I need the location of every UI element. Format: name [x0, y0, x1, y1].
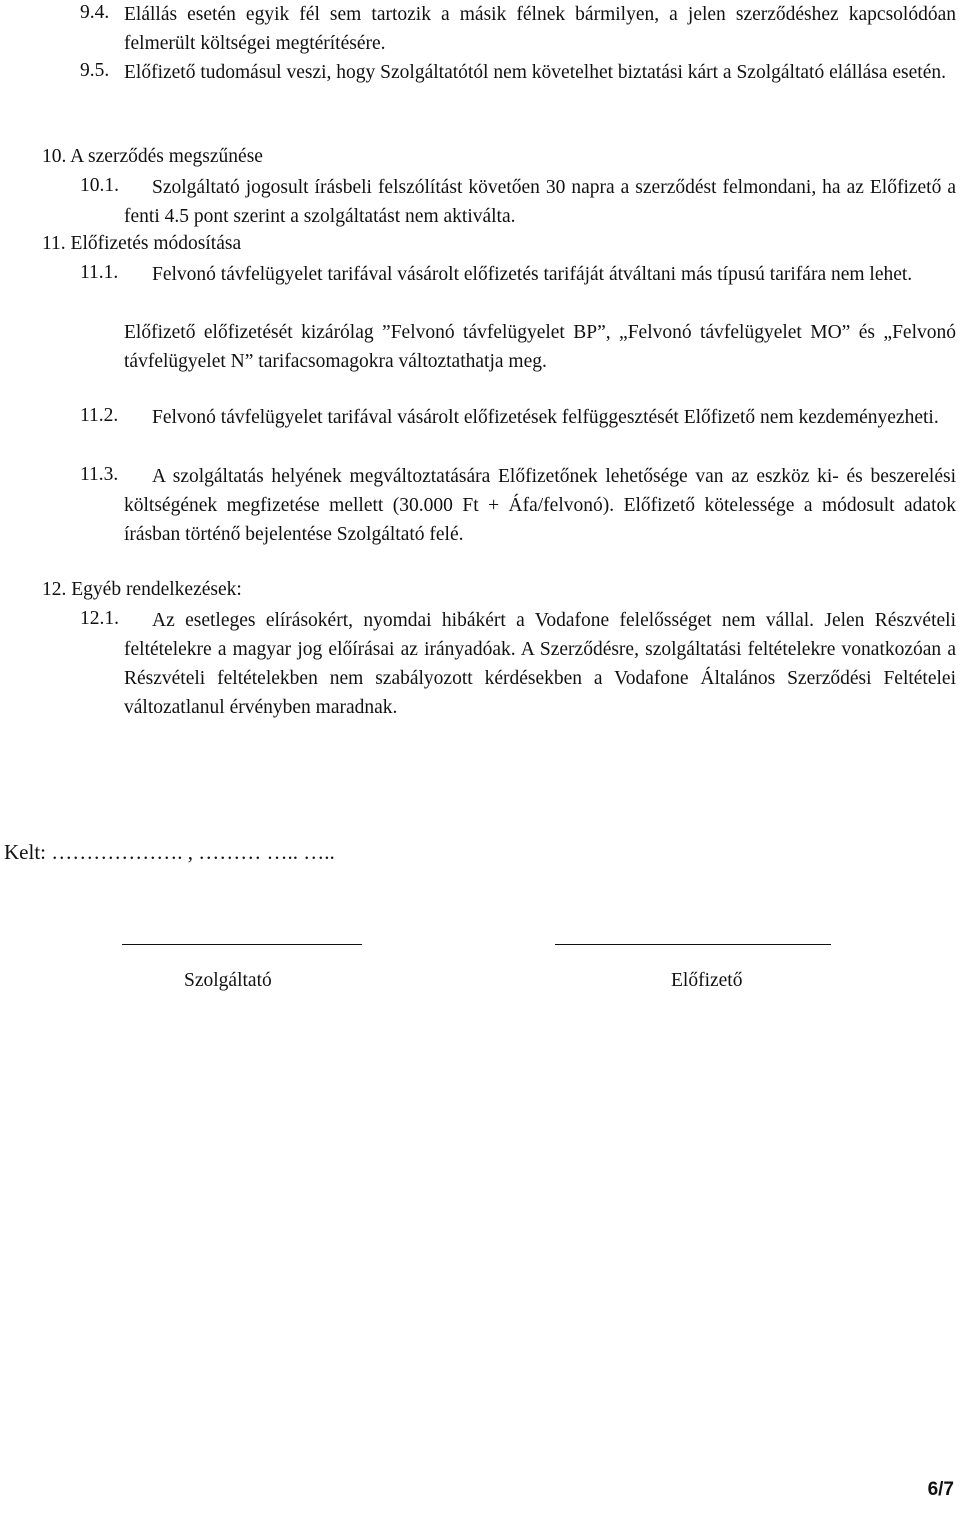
section-heading-12: 12. Egyéb rendelkezések: [42, 579, 242, 600]
section-text-12-1: Az esetleges elírásokért, nyomdai hibákért a Vodafone felelősséget nem vállal. Jelen Részvételi feltételekre a magyar jog előírásai az irányadóak. A Szerződésre, szolgáltatási feltételekre vonatkozóan a Részvételi feltételekben nem szabályozott kérdésekben a Vodafone Általános Szerződési Feltételei változatlanul érvényben maradnak. [124, 610, 956, 718]
signature-line-left [122, 944, 362, 945]
section-number-11-3: 11.3. [80, 464, 119, 485]
section-number-9-4: 9.4. [80, 2, 110, 23]
section-text-11-1-continued: Előfizető előfizetését kizárólag ”Felvonó távfelügyelet BP”, „Felvonó távfelügyelet MO” és „Felvonó távfelügyelet N” tarifacsomagokra változtathatja meg. [124, 322, 956, 372]
section-text-11-2: Felvonó távfelügyelet tarifával vásárolt előfizetések felfüggesztését Előfizető nem kezdeményezheti. [152, 407, 939, 428]
section-number-12-1: 12.1. [80, 608, 119, 629]
section-number-9-5: 9.5. [80, 60, 110, 81]
signature-label-provider: Szolgáltató [184, 970, 272, 991]
section-text-9-4: Elállás esetén egyik fél sem tartozik a másik félnek bármilyen, a jelen szerződéshez kapcsolódóan felmerült költségei megtérítésére. [124, 4, 956, 54]
section-text-11-3: A szolgáltatás helyének megváltoztatására Előfizetőnek lehetősége van az eszköz ki- és beszerelési költségének megfizetése mellett (30.000 Ft + Áfa/felvonó). Előfizető kötelessége a módosult adatok írásban történő bejelentése Szolgáltató felé. [124, 466, 956, 545]
section-text-10-1: Szolgáltató jogosult írásbeli felszólítást követően 30 napra a szerződést felmondani, ha az Előfizető a fenti 4.5 pont szerint a szolgáltatást nem aktiválta. [124, 177, 956, 227]
section-number-11-2: 11.2. [80, 405, 119, 426]
page-number: 6/7 [927, 1479, 954, 1500]
section-heading-10: 10. A szerződés megszűnése [42, 146, 263, 167]
section-number-11-1: 11.1. [80, 262, 119, 283]
signature-line-right [555, 944, 831, 945]
section-number-10-1: 10.1. [80, 175, 119, 196]
kelt-date-line: Kelt: ………………. , ……… ….. ….. [4, 840, 335, 864]
section-heading-11: 11. Előfizetés módosítása [42, 233, 242, 254]
signature-label-subscriber: Előfizető [671, 970, 743, 991]
section-text-11-1: Felvonó távfelügyelet tarifával vásárolt előfizetés tarifáját átváltani más típusú tarifára nem lehet. [152, 264, 913, 285]
section-text-9-5: Előfizető tudomásul veszi, hogy Szolgáltatótól nem követelhet biztatási kárt a Szolgáltató elállása esetén. [124, 62, 946, 83]
